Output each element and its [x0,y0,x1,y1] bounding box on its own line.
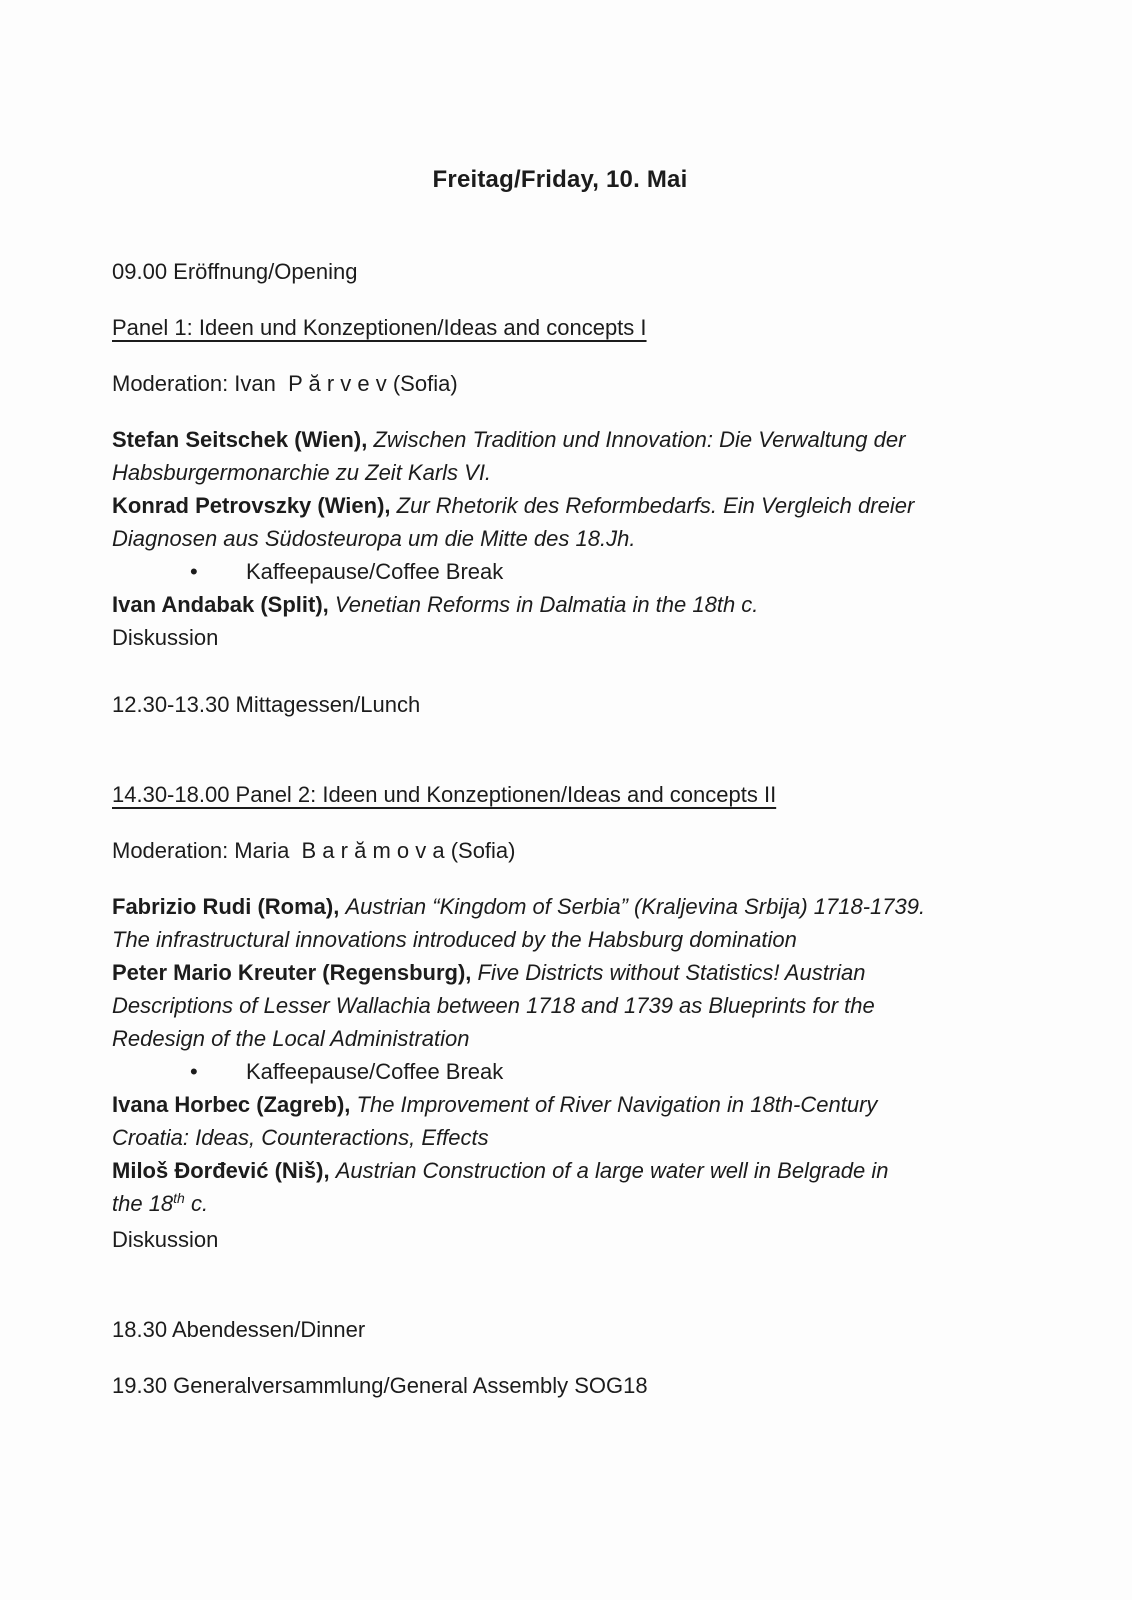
talk-horbec [112,1088,1072,1154]
text-run: Miloš Đorđević (Niš), [112,1158,330,1183]
text-run: Panel 1: Ideen und Konzeptionen/Ideas and concepts I [112,315,647,340]
coffee-break-1 [112,555,1132,588]
panel-2-moderation [112,834,1072,867]
coffee-break-2 [112,1055,1132,1088]
text-run: Croatia: Ideas, Counteractions, Effects [112,1125,489,1150]
text-run: Five Districts without Statistics! Austrian [477,960,866,985]
assembly-time [112,1369,1072,1402]
text-run: Kaffeepause/Coffee Break [246,559,504,584]
panel-1-moderation [112,367,1072,400]
text-run: Diskussion [112,625,219,650]
text-run: Zur Rhetorik des Reformbedarfs. Ein Vergleich dreier [396,493,915,518]
document-body [112,255,1132,1402]
text-run: Stefan Seitschek (Wien), [112,427,368,452]
text-run: Venetian Reforms in Dalmatia in the 18th c. [334,592,759,617]
text-run: 14.30-18.00 Panel 2: Ideen und Konzeptionen/Ideas and concepts II [112,782,777,807]
lunch-time [112,688,1072,721]
text-run: Zwischen Tradition und Innovation: Die Verwaltung der [373,427,906,452]
text-run: The infrastructural innovations introduced by the Habsburg domination [112,927,797,952]
text-run: 19.30 Generalversammlung/General Assembly SOG18 [112,1373,648,1398]
panel-2-heading [112,778,1072,811]
text-run: Konrad Petrovszky (Wien), [112,493,391,518]
text-run: Kaffeepause/Coffee Break [246,1059,504,1084]
text-run: th [173,1190,185,1206]
text-run: Habsburgermonarchie zu Zeit Karls VI. [112,460,492,485]
text-run: Diskussion [112,1227,219,1252]
text-run: the 18 [112,1191,174,1216]
panel-1-heading [112,311,1072,344]
talk-kreuter [112,956,1072,1055]
discussion-1 [112,621,1072,654]
text-run: The Improvement of River Navigation in 18th-Century [356,1092,878,1117]
text-run: Redesign of the Local Administration [112,1026,470,1051]
page-title: Freitag/Friday, 10. Mai [432,166,688,193]
text-run: Fabrizio Rudi (Roma), [112,894,340,919]
text-run: Diagnosen aus Südosteuropa um die Mitte des 18.Jh. [112,526,636,551]
text-run: 12.30-13.30 Mittagessen/Lunch [112,692,421,717]
talk-dordevic [112,1154,1072,1223]
text-run: Moderation: Maria B a r ă m o v a (Sofia) [112,838,516,863]
text-run: Peter Mario Kreuter (Regensburg), [112,960,472,985]
text-run: Descriptions of Lesser Wallachia between 1718 and 1739 as Blueprints for the [112,993,875,1018]
text-run: Ivana Horbec (Zagreb), [112,1092,351,1117]
talk-andabak [112,588,1072,621]
text-run: Austrian Construction of a large water well in Belgrade in [335,1158,889,1183]
bullet-icon: • [190,559,198,584]
text-run: Moderation: Ivan P ă r v e v (Sofia) [112,371,458,396]
discussion-2 [112,1223,1072,1256]
talk-petrovszky [112,489,1072,555]
text-run: c. [184,1191,209,1216]
text-run: Ivan Andabak (Split), [112,592,329,617]
text-run: 18.30 Abendessen/Dinner [112,1317,366,1342]
dinner-time [112,1313,1072,1346]
text-run: Austrian “Kingdom of Serbia” (Kraljevina Srbija) 1718-1739. [345,894,926,919]
bullet-icon: • [190,1059,198,1084]
talk-rudi [112,890,1072,956]
talk-seitschek [112,423,1072,489]
text-run: 09.00 Eröffnung/Opening [112,259,358,284]
opening-time [112,255,1072,288]
